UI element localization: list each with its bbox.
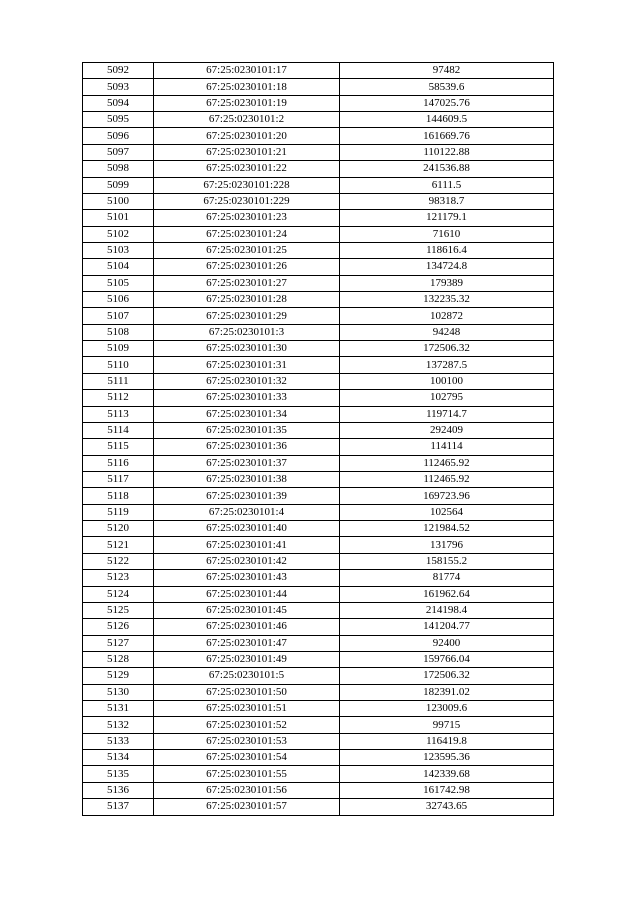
- row-number-cell: 5103: [83, 242, 154, 258]
- row-number-cell: 5132: [83, 717, 154, 733]
- row-number-cell: 5115: [83, 439, 154, 455]
- value-cell: 159766.04: [340, 651, 554, 667]
- value-cell: 161669.76: [340, 128, 554, 144]
- cadastral-number-cell: 67:25:0230101:21: [154, 144, 340, 160]
- row-number-cell: 5118: [83, 488, 154, 504]
- table-row: [83, 782, 554, 798]
- table-row: [83, 292, 554, 308]
- cadastral-number-cell: 67:25:0230101:31: [154, 357, 340, 373]
- table-row: [83, 422, 554, 438]
- row-number-cell: 5113: [83, 406, 154, 422]
- table-row: [83, 112, 554, 128]
- row-number-cell: 5104: [83, 259, 154, 275]
- value-cell: 102564: [340, 504, 554, 520]
- value-cell: 214198.4: [340, 602, 554, 618]
- row-number-cell: 5110: [83, 357, 154, 373]
- cadastral-number-cell: 67:25:0230101:45: [154, 602, 340, 618]
- row-number-cell: 5094: [83, 95, 154, 111]
- table-row: [83, 210, 554, 226]
- cadastral-number-cell: 67:25:0230101:42: [154, 553, 340, 569]
- row-number-cell: 5105: [83, 275, 154, 291]
- table-row: [83, 684, 554, 700]
- row-number-cell: 5124: [83, 586, 154, 602]
- value-cell: 102872: [340, 308, 554, 324]
- table-row: [83, 717, 554, 733]
- cadastral-number-cell: 67:25:0230101:57: [154, 799, 340, 815]
- cadastral-number-cell: 67:25:0230101:29: [154, 308, 340, 324]
- row-number-cell: 5137: [83, 799, 154, 815]
- table-row: [83, 668, 554, 684]
- cadastral-number-cell: 67:25:0230101:56: [154, 782, 340, 798]
- value-cell: 158155.2: [340, 553, 554, 569]
- row-number-cell: 5134: [83, 750, 154, 766]
- cadastral-number-cell: 67:25:0230101:23: [154, 210, 340, 226]
- row-number-cell: 5119: [83, 504, 154, 520]
- cadastral-number-cell: 67:25:0230101:50: [154, 684, 340, 700]
- table-row: [83, 799, 554, 815]
- value-cell: 131796: [340, 537, 554, 553]
- cadastral-number-cell: 67:25:0230101:39: [154, 488, 340, 504]
- value-cell: 100100: [340, 373, 554, 389]
- row-number-cell: 5125: [83, 602, 154, 618]
- row-number-cell: 5098: [83, 161, 154, 177]
- value-cell: 99715: [340, 717, 554, 733]
- table-row: [83, 537, 554, 553]
- cadastral-number-cell: 67:25:0230101:46: [154, 619, 340, 635]
- table-row: [83, 390, 554, 406]
- value-cell: 71610: [340, 226, 554, 242]
- cadastral-number-cell: 67:25:0230101:24: [154, 226, 340, 242]
- value-cell: 110122.88: [340, 144, 554, 160]
- value-cell: 172506.32: [340, 668, 554, 684]
- cadastral-number-cell: 67:25:0230101:4: [154, 504, 340, 520]
- cadastral-number-cell: 67:25:0230101:25: [154, 242, 340, 258]
- cadastral-number-cell: 67:25:0230101:20: [154, 128, 340, 144]
- row-number-cell: 5123: [83, 570, 154, 586]
- value-cell: 6111.5: [340, 177, 554, 193]
- value-cell: 182391.02: [340, 684, 554, 700]
- table-row: [83, 226, 554, 242]
- row-number-cell: 5111: [83, 373, 154, 389]
- cadastral-number-cell: 67:25:0230101:47: [154, 635, 340, 651]
- row-number-cell: 5096: [83, 128, 154, 144]
- value-cell: 112465.92: [340, 471, 554, 487]
- table-row: [83, 406, 554, 422]
- row-number-cell: 5097: [83, 144, 154, 160]
- cadastral-number-cell: 67:25:0230101:28: [154, 292, 340, 308]
- value-cell: 92400: [340, 635, 554, 651]
- cadastral-number-cell: 67:25:0230101:49: [154, 651, 340, 667]
- table-row: [83, 357, 554, 373]
- cadastral-number-cell: 67:25:0230101:38: [154, 471, 340, 487]
- value-cell: 116419.8: [340, 733, 554, 749]
- table-row: [83, 242, 554, 258]
- cadastral-number-cell: 67:25:0230101:53: [154, 733, 340, 749]
- value-cell: 118616.4: [340, 242, 554, 258]
- table-row: [83, 177, 554, 193]
- table-row: [83, 275, 554, 291]
- value-cell: 141204.77: [340, 619, 554, 635]
- value-cell: 121179.1: [340, 210, 554, 226]
- table-row: [83, 308, 554, 324]
- cadastral-number-cell: 67:25:0230101:43: [154, 570, 340, 586]
- row-number-cell: 5127: [83, 635, 154, 651]
- value-cell: 142339.68: [340, 766, 554, 782]
- value-cell: 102795: [340, 390, 554, 406]
- value-cell: 169723.96: [340, 488, 554, 504]
- table-row: [83, 651, 554, 667]
- cadastral-number-cell: 67:25:0230101:27: [154, 275, 340, 291]
- row-number-cell: 5120: [83, 521, 154, 537]
- table-row: [83, 504, 554, 520]
- cadastral-number-cell: 67:25:0230101:52: [154, 717, 340, 733]
- table-row: [83, 570, 554, 586]
- cadastral-number-cell: 67:25:0230101:5: [154, 668, 340, 684]
- cadastral-number-cell: 67:25:0230101:228: [154, 177, 340, 193]
- value-cell: 161742.98: [340, 782, 554, 798]
- cadastral-number-cell: 67:25:0230101:30: [154, 341, 340, 357]
- row-number-cell: 5122: [83, 553, 154, 569]
- table-row: [83, 324, 554, 340]
- cadastral-value-table: [82, 62, 554, 816]
- table-row: [83, 95, 554, 111]
- row-number-cell: 5136: [83, 782, 154, 798]
- table-row: [83, 750, 554, 766]
- table-row: [83, 602, 554, 618]
- value-cell: 241536.88: [340, 161, 554, 177]
- cadastral-number-cell: 67:25:0230101:229: [154, 193, 340, 209]
- value-cell: 121984.52: [340, 521, 554, 537]
- cadastral-number-cell: 67:25:0230101:51: [154, 701, 340, 717]
- value-cell: 134724.8: [340, 259, 554, 275]
- table-row: [83, 63, 554, 79]
- cadastral-number-cell: 67:25:0230101:32: [154, 373, 340, 389]
- value-cell: 137287.5: [340, 357, 554, 373]
- row-number-cell: 5117: [83, 471, 154, 487]
- row-number-cell: 5128: [83, 651, 154, 667]
- table-row: [83, 619, 554, 635]
- table-row: [83, 161, 554, 177]
- cadastral-number-cell: 67:25:0230101:22: [154, 161, 340, 177]
- cadastral-number-cell: 67:25:0230101:18: [154, 79, 340, 95]
- cadastral-number-cell: 67:25:0230101:35: [154, 422, 340, 438]
- value-cell: 94248: [340, 324, 554, 340]
- row-number-cell: 5116: [83, 455, 154, 471]
- value-cell: 123595.36: [340, 750, 554, 766]
- row-number-cell: 5100: [83, 193, 154, 209]
- row-number-cell: 5130: [83, 684, 154, 700]
- table-row: [83, 553, 554, 569]
- cadastral-number-cell: 67:25:0230101:40: [154, 521, 340, 537]
- table-row: [83, 586, 554, 602]
- row-number-cell: 5102: [83, 226, 154, 242]
- row-number-cell: 5121: [83, 537, 154, 553]
- value-cell: 32743.65: [340, 799, 554, 815]
- cadastral-number-cell: 67:25:0230101:34: [154, 406, 340, 422]
- table-row: [83, 79, 554, 95]
- table-row: [83, 439, 554, 455]
- table-row: [83, 193, 554, 209]
- row-number-cell: 5114: [83, 422, 154, 438]
- value-cell: 97482: [340, 63, 554, 79]
- table-row: [83, 341, 554, 357]
- row-number-cell: 5112: [83, 390, 154, 406]
- table-body: [83, 63, 554, 816]
- row-number-cell: 5101: [83, 210, 154, 226]
- value-cell: 119714.7: [340, 406, 554, 422]
- value-cell: 132235.32: [340, 292, 554, 308]
- row-number-cell: 5107: [83, 308, 154, 324]
- cadastral-number-cell: 67:25:0230101:36: [154, 439, 340, 455]
- row-number-cell: 5095: [83, 112, 154, 128]
- table-row: [83, 471, 554, 487]
- value-cell: 58539.6: [340, 79, 554, 95]
- row-number-cell: 5109: [83, 341, 154, 357]
- cadastral-number-cell: 67:25:0230101:19: [154, 95, 340, 111]
- value-cell: 292409: [340, 422, 554, 438]
- table-row: [83, 144, 554, 160]
- cadastral-number-cell: 67:25:0230101:33: [154, 390, 340, 406]
- table-row: [83, 766, 554, 782]
- cadastral-number-cell: 67:25:0230101:37: [154, 455, 340, 471]
- row-number-cell: 5093: [83, 79, 154, 95]
- cadastral-number-cell: 67:25:0230101:26: [154, 259, 340, 275]
- row-number-cell: 5099: [83, 177, 154, 193]
- table-row: [83, 488, 554, 504]
- cadastral-number-cell: 67:25:0230101:55: [154, 766, 340, 782]
- row-number-cell: 5129: [83, 668, 154, 684]
- cadastral-number-cell: 67:25:0230101:17: [154, 63, 340, 79]
- table-row: [83, 128, 554, 144]
- cadastral-number-cell: 67:25:0230101:44: [154, 586, 340, 602]
- cadastral-number-cell: 67:25:0230101:41: [154, 537, 340, 553]
- row-number-cell: 5106: [83, 292, 154, 308]
- value-cell: 81774: [340, 570, 554, 586]
- row-number-cell: 5126: [83, 619, 154, 635]
- row-number-cell: 5135: [83, 766, 154, 782]
- value-cell: 172506.32: [340, 341, 554, 357]
- table-row: [83, 373, 554, 389]
- cadastral-number-cell: 67:25:0230101:3: [154, 324, 340, 340]
- row-number-cell: 5131: [83, 701, 154, 717]
- row-number-cell: 5133: [83, 733, 154, 749]
- value-cell: 112465.92: [340, 455, 554, 471]
- table-row: [83, 521, 554, 537]
- table-row: [83, 259, 554, 275]
- value-cell: 123009.6: [340, 701, 554, 717]
- value-cell: 147025.76: [340, 95, 554, 111]
- value-cell: 179389: [340, 275, 554, 291]
- table-row: [83, 455, 554, 471]
- value-cell: 114114: [340, 439, 554, 455]
- row-number-cell: 5108: [83, 324, 154, 340]
- row-number-cell: 5092: [83, 63, 154, 79]
- table-row: [83, 635, 554, 651]
- value-cell: 161962.64: [340, 586, 554, 602]
- cadastral-number-cell: 67:25:0230101:54: [154, 750, 340, 766]
- cadastral-number-cell: 67:25:0230101:2: [154, 112, 340, 128]
- value-cell: 98318.7: [340, 193, 554, 209]
- table-row: [83, 733, 554, 749]
- table-row: [83, 701, 554, 717]
- value-cell: 144609.5: [340, 112, 554, 128]
